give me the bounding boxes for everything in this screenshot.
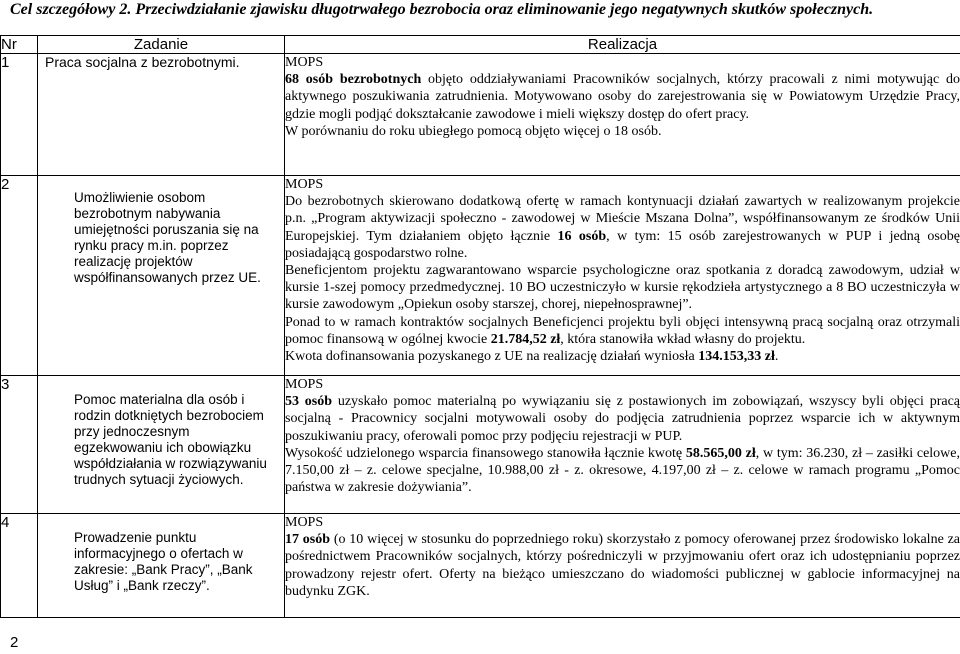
- table-header-row: [1, 36, 960, 54]
- org-label: MOPS: [285, 177, 324, 192]
- row-number: 4: [1, 514, 38, 618]
- highlight-amount: 58.565,00 zł: [685, 445, 756, 461]
- realization-paragraph: [285, 71, 960, 123]
- text-run: (o 10 więcej w stosunku do poprzedniego roku) skorzystało z pomocy oferowanej przez środowisko lokalne za pośrednictwem Pracowników socjalnych, którzy pośredniczyli w przyjmowaniu ofert oraz ich udostępnianiu poprzez prowadzony rejestr ofert. Oferty na bieżąco umieszczano do wiadomości publicznej w gablocie informacyjnej na budynku ZGK.: [285, 532, 960, 599]
- task-text: Pomoc materialna dla osób i rodzin dotkniętych bezrobociem przy jednoczesnym egzekwowaniu ich obowiązku współdziałania w rozwiązywaniu trudnych sytuacji życiowych.: [74, 392, 267, 487]
- text-run: , w tym: 15 osób zarejestrowanych w PUP i jedną osobę posiadającą gospodarstwo rolne.: [285, 228, 960, 261]
- text-run: objęto oddziaływaniami Pracowników socjalnych, którzy pracowali z nimi motywując do aktywnego poszukiwania zatrudnienia. Motywowano osoby do zarejestrowania się w Powiatowym Urzędzie Pracy, gdzie mogli podjąć dokształcanie zawodowe i mieli większy dostęp do ofert pracy.: [285, 72, 960, 122]
- text-run: Wysokość udzielonego wsparcia finansowego stanowiła łącznie kwotę: [285, 445, 686, 461]
- task-table: [0, 35, 960, 618]
- realization-paragraph: [285, 348, 960, 365]
- header-realization: Realizacja: [285, 36, 960, 54]
- row-number: 1: [1, 54, 38, 176]
- table-row: [1, 514, 960, 618]
- highlight-count: 53 osób: [285, 394, 333, 410]
- text-run: .: [774, 349, 779, 365]
- text-run: Do bezrobotnych skierowano dodatkową ofertę w ramach kontynuacji działań zawartych w realizowanym projekcie p.n. „Program aktywizacji społeczno - zawodowej w Mieście Mszana Dolna”, współfinansowanym ze środków Unii Europejskiej. Tym działaniem objęto łącznie: [285, 194, 960, 244]
- page-heading: Cel szczegółowy 2. Przeciwdziałanie zjawisku długotrwałego bezrobocia oraz eliminowanie jego negatywnych skutków społecznych.: [10, 1, 874, 18]
- task-cell: [38, 514, 285, 618]
- task-text: Praca socjalna z bezrobotnymi.: [45, 54, 240, 70]
- row-number: 2: [1, 176, 38, 376]
- highlight-count: 68 osób bezrobotnych: [285, 72, 422, 88]
- realization-paragraph: [285, 193, 960, 262]
- row-number: 3: [1, 376, 38, 514]
- text-run: uzyskało pomoc materialną po wywiązaniu się z postawionych im zobowiązań, wszyscy byli objęci pracą socjalną - Pracownicy socjalni motywowali osoby do podjęcia zatrudnienia poprzez wsparcie ich w aktywnym poszukiwaniu pracy, oferowali pomoc przy podjęciu rejestracji w PUP.: [285, 394, 960, 444]
- table-row: [1, 376, 960, 514]
- realization-cell: [285, 376, 960, 514]
- task-text: Prowadzenie punktu informacyjnego o ofertach w zakresie: „Bank Pracy”, „Bank Usług” i „Bank rzeczy”.: [74, 530, 253, 593]
- realization-cell: [285, 514, 960, 618]
- realization-paragraph: [285, 314, 960, 348]
- table-row: [1, 176, 960, 376]
- org-label: MOPS: [285, 377, 324, 392]
- text-run: , która stanowiła wkład własny do projektu.: [560, 331, 806, 347]
- highlight-amount: 134.153,33 zł: [698, 349, 775, 365]
- task-cell: [38, 176, 285, 376]
- text-run: , w tym: 36.230, zł – zasiłki celowe, 7.150,00 zł – z. celowe specjalne, 10.988,00 zł - z. okresowe, 4.197,00 zł – z. celowe w ramach programu „Pomoc państwa w zakresie dożywiania”.: [285, 445, 960, 496]
- table-row: [1, 54, 960, 176]
- realization-paragraph: [285, 445, 960, 497]
- realization-cell: [285, 176, 960, 376]
- text-run: Ponad to w ramach kontraktów socjalnych Beneficjenci projektu byli objęci intensywną pracą socjalną oraz otrzymali pomoc finansową w ogólnej kwocie: [285, 314, 960, 347]
- page-number: 2: [10, 634, 19, 651]
- header-nr: Nr: [1, 36, 38, 54]
- highlight-count: 17 osób: [285, 532, 331, 548]
- org-label: MOPS: [285, 55, 324, 70]
- realization-cell: [285, 54, 960, 176]
- org-label: MOPS: [285, 515, 324, 530]
- header-task: Zadanie: [38, 36, 285, 54]
- task-cell: [38, 376, 285, 514]
- realization-paragraph: W porównaniu do roku ubiegłego pomocą objęto więcej o 18 osób.: [285, 123, 662, 139]
- text-run: Kwota dofinansowania pozyskanego z UE na realizację działań wyniosła: [285, 349, 699, 365]
- task-cell: [38, 54, 285, 176]
- task-text: Umożliwienie osobom bezrobotnym nabywania umiejętności poruszania się na rynku pracy m.in. poprzez realizację projektów współfinansowanych przez UE.: [74, 190, 261, 285]
- realization-paragraph: [285, 531, 960, 600]
- realization-paragraph: Beneficjentom projektu zagwarantowano wsparcie psychologiczne oraz spotkania z doradcą zawodowym, udział w kursie 1-szej pomocy przedmedycznej. 10 BO uczestniczyło w kursie rękodzieła artystycznego a 8 BO uczestniczyła w kursie zawodowym „Opiekun osoby starszej, chorej, niepełnosprawnej”.: [285, 263, 960, 313]
- highlight-amount: 21.784,52 zł: [490, 331, 561, 347]
- highlight-count: 16 osób: [557, 228, 607, 244]
- realization-paragraph: [285, 393, 960, 445]
